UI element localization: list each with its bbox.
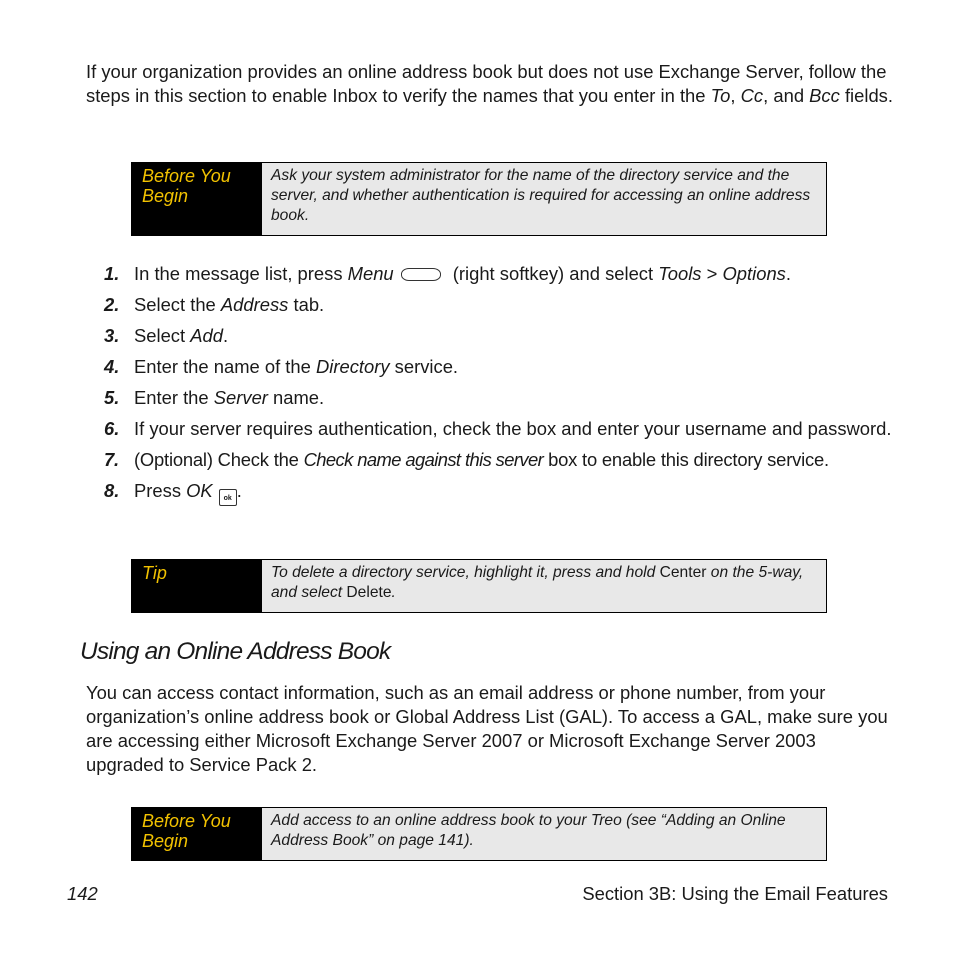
tip-text: on the 5-way, and select	[271, 564, 804, 601]
center-key-label: Center	[659, 564, 707, 581]
server-label: Server	[213, 387, 268, 408]
callout-body	[262, 560, 826, 612]
step-text: .	[236, 480, 242, 501]
ok-key-icon: ok	[219, 489, 237, 506]
bcc-field-name: Bcc	[809, 85, 840, 106]
step-text: .	[785, 263, 791, 284]
step-7	[86, 448, 906, 472]
step-text: In the message list, press	[134, 263, 348, 284]
intro-text-end: fields.	[839, 85, 893, 106]
step-number: 2.	[104, 294, 120, 315]
page-number: 142	[67, 883, 98, 904]
step-number: 4.	[104, 356, 120, 377]
menu-label: Menu	[347, 263, 394, 284]
step-6	[86, 417, 906, 441]
step-text: Press	[134, 480, 187, 501]
section-heading: Using an Online Address Book	[80, 638, 391, 665]
callout-label: Tip	[132, 560, 262, 612]
tools-label: Tools	[658, 263, 702, 284]
step-8	[86, 479, 906, 506]
directory-label: Directory	[315, 356, 390, 377]
separator: , and	[763, 85, 810, 106]
step-number: 8.	[104, 480, 120, 501]
step-text: Enter the name of the	[134, 356, 316, 377]
step-number: 1.	[104, 263, 120, 284]
step-text: Select	[134, 325, 191, 346]
add-label: Add	[190, 325, 223, 346]
separator: ,	[730, 85, 741, 106]
step-1	[86, 262, 906, 286]
to-field-name: To	[710, 85, 731, 106]
step-text: service.	[389, 356, 459, 377]
check-name-option-label: Check name against this server	[303, 449, 544, 470]
step-text: tab.	[288, 294, 325, 315]
intro-paragraph	[86, 60, 896, 108]
options-label: Options	[722, 263, 786, 284]
chevron-right-icon: >	[701, 263, 723, 284]
callout-label: Before You Begin	[132, 163, 262, 235]
address-tab-label: Address	[220, 294, 289, 315]
callout-body: Ask your system administrator for the name of the directory service and the server, and whether authentication is required for accessing an online address book.	[271, 167, 811, 224]
callout-label: Before You Begin	[132, 808, 262, 860]
step-3	[86, 324, 906, 348]
step-text: box to enable this directory service.	[543, 449, 829, 470]
step-4	[86, 355, 906, 379]
step-text: If your server requires authentication, check the box and enter your username and password.	[134, 418, 892, 439]
tip-text: .	[391, 584, 396, 601]
menu-softkey-icon	[401, 268, 441, 281]
callout-body: Add access to an online address book to your Treo (see “Adding an Online Address Book” on page 141).	[271, 812, 786, 849]
step-number: 6.	[104, 418, 120, 439]
cc-field-name: Cc	[740, 85, 764, 106]
step-number: 7.	[104, 449, 119, 470]
delete-label: Delete	[346, 584, 392, 601]
before-you-begin-callout	[131, 162, 827, 236]
step-text: Enter the	[134, 387, 214, 408]
step-number: 5.	[104, 387, 120, 408]
step-5	[86, 386, 906, 410]
step-text: .	[222, 325, 229, 346]
step-text: Select the	[134, 294, 221, 315]
step-number: 3.	[104, 325, 120, 346]
steps-list	[86, 262, 906, 506]
ok-label: OK	[186, 480, 213, 501]
section-paragraph: You can access contact information, such as an email address or phone number, from your organization’s online address book or Global Address List (GAL). To access a GAL, make sure you are accessing either Microsoft Exchange Server 2007 or Microsoft Exchange Server 2003 upgraded to Service Pack 2.	[86, 682, 888, 775]
step-2	[86, 293, 906, 317]
intro-text: If your organization provides an online address book but does not use Exchange Server, follow the steps in this section to enable Inbox to verify the names that you enter in the	[86, 61, 887, 106]
tip-text: To delete a directory service, highlight it, press and hold	[271, 564, 660, 581]
step-text: (right softkey) and select	[447, 263, 659, 284]
step-text: (Optional) Check the	[134, 449, 304, 470]
section-title: Section 3B: Using the Email Features	[582, 883, 888, 904]
tip-callout	[131, 559, 827, 613]
before-you-begin-callout	[131, 807, 827, 861]
step-text: name.	[267, 387, 325, 408]
